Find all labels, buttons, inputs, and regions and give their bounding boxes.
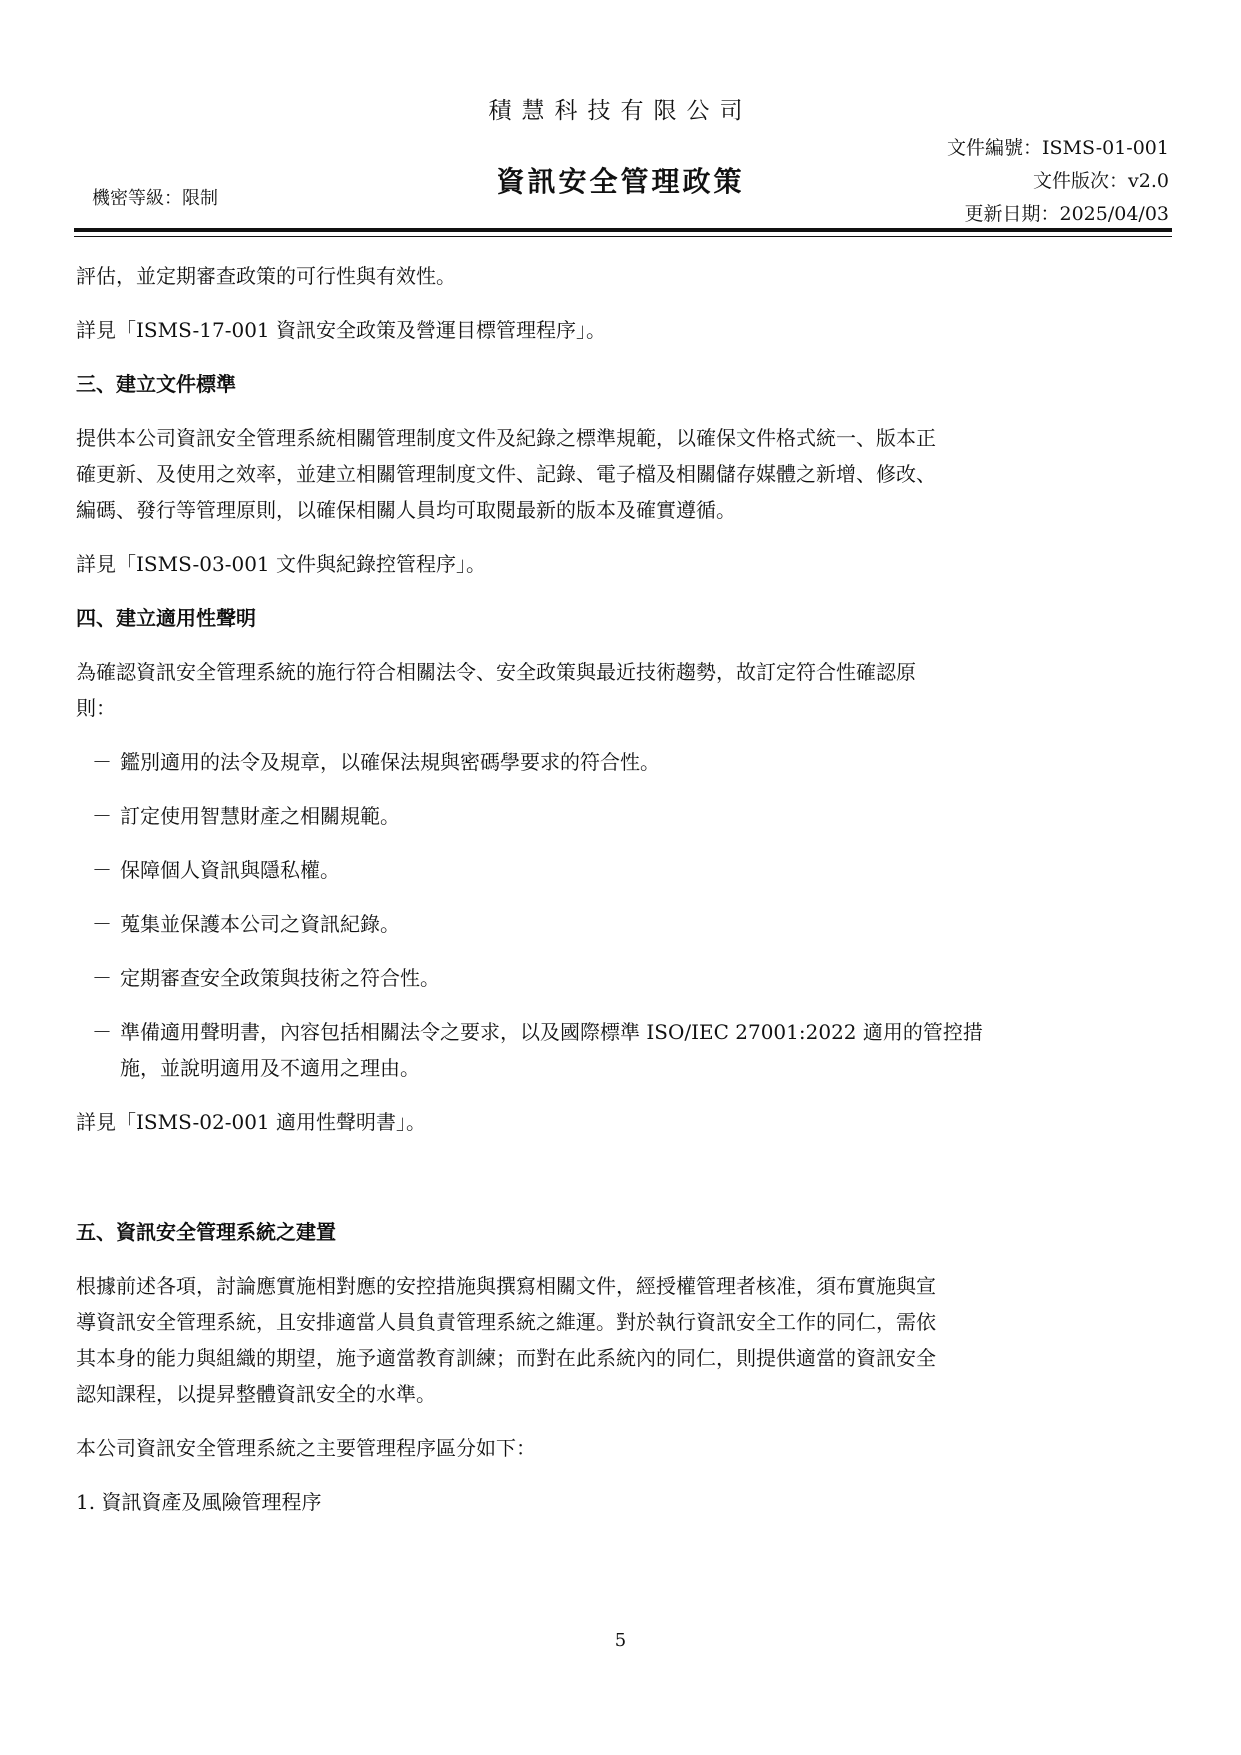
reference-isms-17: 詳見「ISMS-17-001 資訊安全政策及營運目標管理程序」。 [76, 318, 607, 342]
classification-level: 機密等級：限制 [92, 188, 218, 209]
list-item [76, 960, 1172, 996]
section-3-line: 編碼、發行等管理原則，以確保相關人員均可取閱最新的版本及確實遵循。 [76, 498, 736, 522]
section-5-line: 導資訊安全管理系統，且安排適當人員負責管理系統之維運。對於執行資訊安全工作的同仁，需依 [76, 1310, 936, 1334]
list-item [76, 852, 1172, 888]
section-4-line: 為確認資訊安全管理系統的施行符合相關法令、安全政策與最近技術趨勢，故訂定符合性確認原 [76, 660, 916, 684]
list-dash: － [92, 1020, 112, 1044]
update-date: 更新日期：2025/04/03 [964, 203, 1169, 225]
section-3-line: 確更新、及使用之效率，並建立相關管理制度文件、記錄、電子檔及相關儲存媒體之新增、修改、 [76, 462, 936, 486]
section-3-line: 提供本公司資訊安全管理系統相關管理制度文件及紀錄之標準規範，以確保文件格式統一、版本正 [76, 426, 936, 450]
section-heading-3: 三、建立文件標準 [76, 372, 236, 396]
section-5-line: 認知課程，以提昇整體資訊安全的水準。 [76, 1382, 436, 1406]
list-item-text: 施，並說明適用及不適用之理由。 [120, 1056, 420, 1080]
list-item [76, 1014, 1172, 1086]
list-dash: － [92, 750, 112, 774]
list-item-text: 準備適用聲明書，內容包括相關法令之要求，以及國際標準 ISO/IEC 27001:2022 適用的管控措 [120, 1020, 983, 1044]
section-heading-4: 四、建立適用性聲明 [76, 606, 256, 630]
reference-isms-03: 詳見「ISMS-03-001 文件與紀錄控管程序」。 [76, 552, 487, 576]
list-item-text: 定期審查安全政策與技術之符合性。 [120, 966, 440, 990]
list-item-text: 鑑別適用的法令及規章，以確保法規與密碼學要求的符合性。 [120, 750, 660, 774]
document-number: 文件編號：ISMS-01-001 [947, 137, 1169, 159]
list-item [76, 798, 1172, 834]
document-version: 文件版次：v2.0 [1033, 170, 1169, 192]
company-name: 積慧科技有限公司 [488, 98, 753, 124]
header-divider-thick [74, 228, 1172, 232]
document-body [76, 258, 1172, 1520]
section-heading-5: 五、資訊安全管理系統之建置 [76, 1220, 336, 1244]
list-item-text: 訂定使用智慧財產之相關規範。 [120, 804, 400, 828]
procedure-item-1: 1. 資訊資產及風險管理程序 [76, 1490, 322, 1514]
section-5-line: 根據前述各項，討論應實施相對應的安控措施與撰寫相關文件，經授權管理者核准，須布實施與宣 [76, 1274, 936, 1298]
procedures-intro: 本公司資訊安全管理系統之主要管理程序區分如下： [76, 1436, 536, 1460]
section-5-paragraph [76, 1268, 1172, 1412]
page-number: 5 [614, 1630, 627, 1651]
section-4-line: 則： [76, 696, 116, 720]
list-dash: － [92, 912, 112, 936]
section-3-paragraph [76, 420, 1172, 528]
list-dash: － [92, 858, 112, 882]
list-dash: － [92, 966, 112, 990]
reference-isms-02: 詳見「ISMS-02-001 適用性聲明書」。 [76, 1110, 427, 1134]
list-item [76, 906, 1172, 942]
document-title: 資訊安全管理政策 [496, 165, 745, 198]
header-divider-thin [74, 236, 1172, 237]
section-5-line: 其本身的能力與組織的期望，施予適當教育訓練；而對在此系統內的同仁，則提供適當的資訊安全 [76, 1346, 936, 1370]
list-dash: － [92, 804, 112, 828]
compliance-list [76, 744, 1172, 1086]
list-item [76, 744, 1172, 780]
list-item-text: 保障個人資訊與隱私權。 [120, 858, 340, 882]
list-item-text: 蒐集並保護本公司之資訊紀錄。 [120, 912, 400, 936]
section-4-paragraph [76, 654, 1172, 726]
intro-paragraph: 評估，並定期審查政策的可行性與有效性。 [76, 264, 456, 288]
